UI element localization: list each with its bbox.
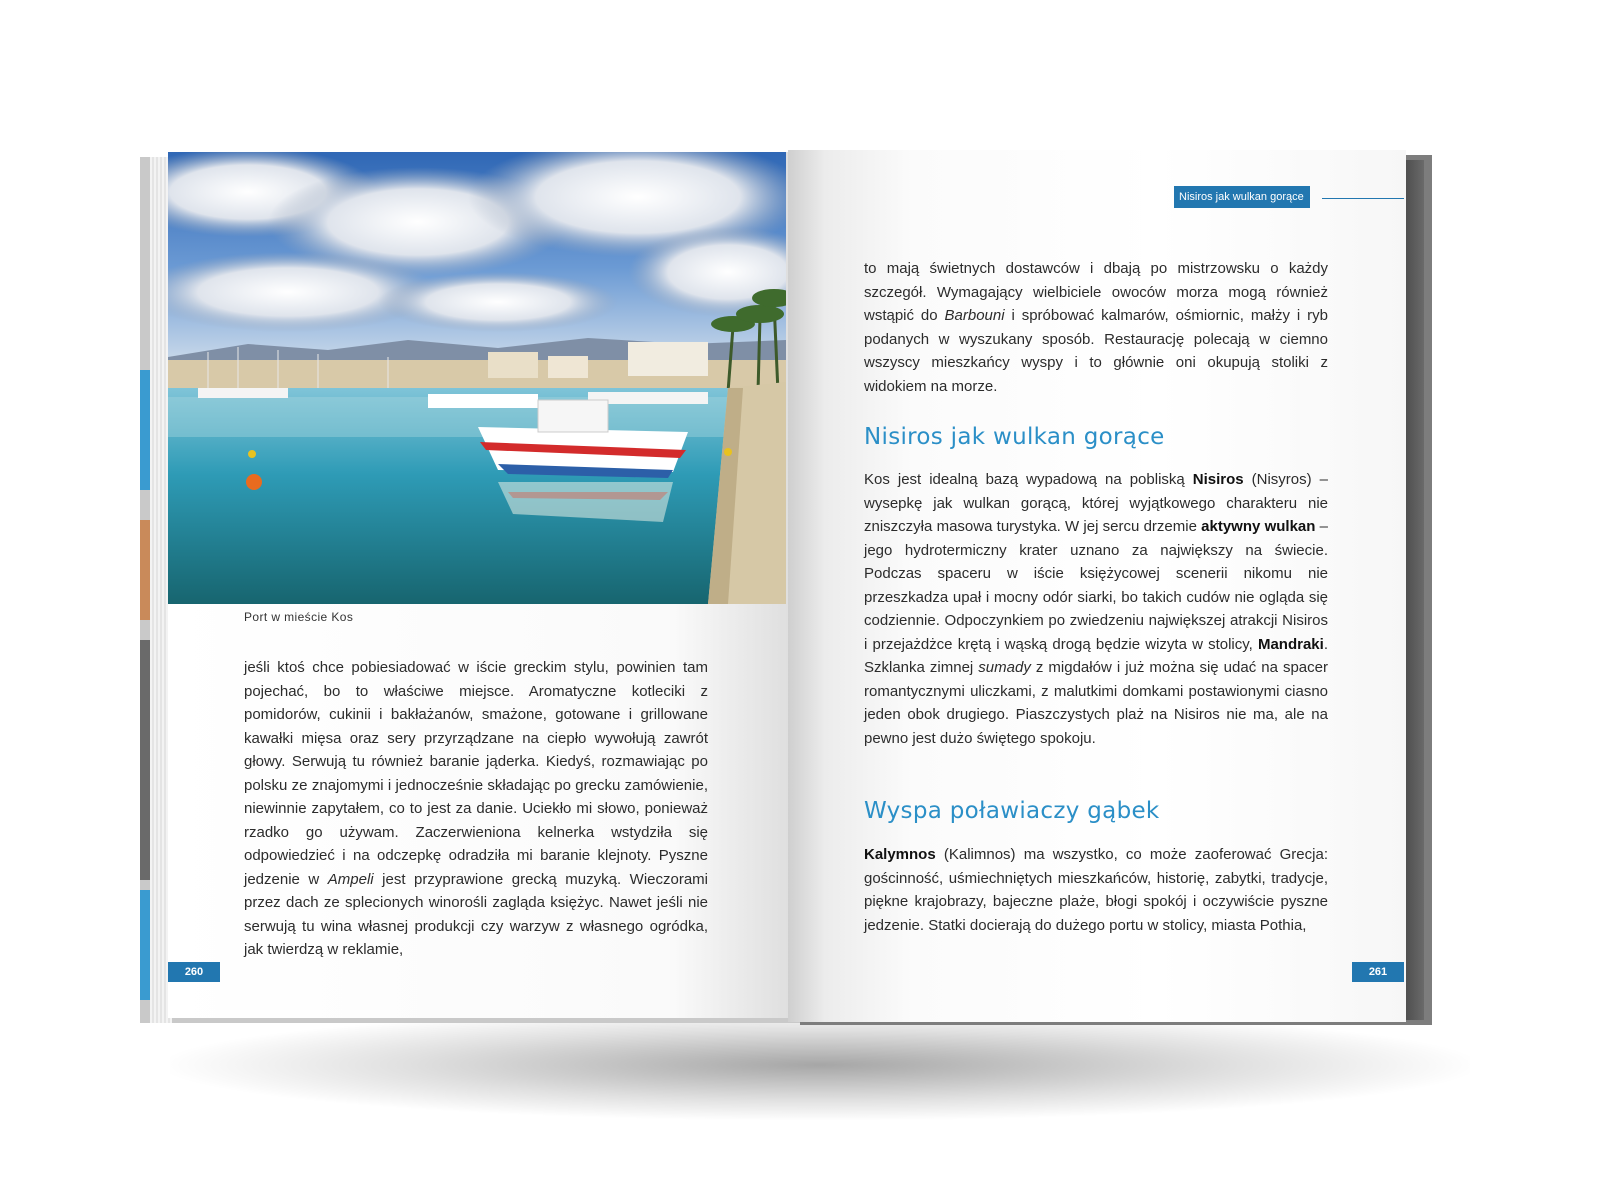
- s1-part-e: z migdałów i już można się udać na spacer romantycznymi uliczkami, z malutkimi domkami postawionymi ciasno jeden obok drugiego. Piaszczystych plaż na Nisiros nie ma, ale na pewno jest dużo świętego spokoju.: [864, 659, 1328, 747]
- page-number-left: 260: [168, 962, 220, 982]
- left-text-part-1: jeśli ktoś chce pobiesiadować w iście greckim stylu, powinien tam pojechać, bo to właściwe miejsce. Aromatyczne kotleciki z pomidorów, cukinii i bakłażanów, smażone, gotowane i grillowane kawałki mięsa oraz sery przyrządzane na ciepło wywołują zawrót głowy. Serwują tu również baranie jąderka. Kiedyś, rozmawiając po polsku ze znajomymi i jednocześnie składając po grecku zamówienie, niewinnie zapytałem, co to jest za danie. Uciekło mi słowo, ponieważ rzadko go używam. Zaczerwieniona kelnerka wstydziła się odpowiedzieć i na odczepkę odradziła mi baranie klejnoty. Pyszne jedzenie w: [244, 659, 708, 888]
- nisiros-paragraph: [864, 468, 1328, 750]
- heading-nisiros: Nisiros jak wulkan gorące: [864, 424, 1165, 450]
- left-page-text: [244, 656, 708, 962]
- page-edges-right: [1404, 160, 1424, 1020]
- harbour-illustration: [168, 152, 786, 604]
- s1-bold-volcano: aktywny wulkan: [1201, 518, 1316, 535]
- s1-part-d: . Szklanka zimnej: [864, 635, 1328, 676]
- intro-italic: Barbouni: [944, 307, 1005, 324]
- intro-part-1: to mają świetnych dostawców i dbają po mistrzowsku o każdy szczegół. Wymagający wielbiciele owoców morza mogą również wstąpić do: [864, 260, 1328, 324]
- s1-bold-nisiros: Nisiros: [1192, 471, 1244, 488]
- heading-kalymnos: Wyspa poławiaczy gąbek: [864, 798, 1160, 824]
- section-tab-rule: [1322, 198, 1404, 199]
- left-text-italic: Ampeli: [327, 870, 374, 888]
- right-page-intro: [864, 257, 1328, 398]
- kalymnos-paragraph: [864, 843, 1328, 937]
- left-text-part-2: jest przyprawione grecką muzyką. Wieczorami przez dach ze splecionych winorośli zagląda księżyc. Nawet jeśli nie serwują tu wina własnej produkcji czy warzyw z własnego ogródka, jak twierdzą w reklamie,: [244, 870, 708, 958]
- s1-part-a: Kos jest idealną bazą wypadową na pobliską: [864, 471, 1185, 488]
- photo-caption: Port w mieście Kos: [244, 610, 354, 624]
- harbour-photo: [168, 152, 786, 604]
- page-number-right: 261: [1352, 962, 1404, 982]
- section-tab: Nisiros jak wulkan gorące: [1174, 186, 1310, 208]
- book-shadow: [170, 1010, 1470, 1120]
- s1-part-c: – jego hydrotermiczny krater uznano za największy na świecie. Podczas spaceru w iście księżycowej scenerii nikomu nie przeszkadza upał i mocny odór siarki, bo takich cudów nie ogląda się codziennie. Odpoczynkiem po zwiedzeniu największej atrakcji Nisiros i przejażdżce krętą i wąską drogą będzie wizyta w stolicy,: [864, 518, 1328, 653]
- s2-bold-kalymnos: Kalymnos: [864, 846, 936, 863]
- s1-part-b: (Nisyros) – wysepkę jak wulkan gorącą, której wyjątkowego charakteru nie zniszczyła masowa turystyka. W jej sercu drzemie: [864, 471, 1328, 535]
- s1-bold-mandraki: Mandraki: [1257, 635, 1324, 653]
- s2-part-a: (Kalimnos) ma wszystko, co może zaoferować Grecja: gościnność, uśmiechniętych mieszkańców, historię, zabytki, tradycje, piękne krajobrazy, bajeczne plaże, błogi spokój i oczywiście pyszne jedzenie. Statki docierają do dużego portu w stolicy, miasta Pothia,: [864, 846, 1328, 934]
- intro-part-2: i spróbować kalmarów, ośmiornic, małży i ryb podanych w wyszukany sposób. Restaurację polecają w ciemno wszyscy mieszkańcy wyspy i to głównie oni okupują stoliki z widokiem na morze.: [864, 307, 1328, 395]
- s1-italic-sumady: sumady: [978, 659, 1031, 676]
